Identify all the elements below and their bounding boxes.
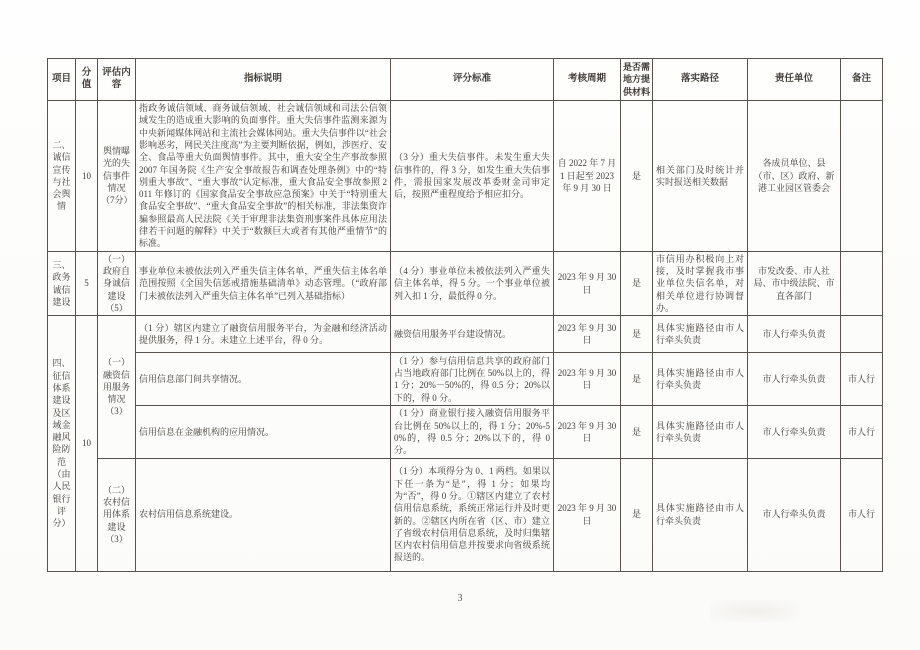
cell-indicator: 信用信息部门间共享情况。 <box>136 353 391 406</box>
cell-materials: 是 <box>621 316 653 353</box>
cell-indicator: 信用信息在金融机构的应用情况。 <box>136 406 391 458</box>
cell-indicator: 指政务诚信领域、商务诚信领域、社会诚信领域和司法公信领域发生的造成重大影响的负面事件。重大失信事件监测来源为中央新闻媒体网站和主流社会媒体网站。重大失信事件以“社会影响恶劣，网民关注度高”为主要判断依据，例如，涉医疗、安全、食品等重大负面舆情事件。其中，重大安全生产事故参照 2007 年国务院《生产安全事故报告和调查处理条例》中的“特别重大事故”、“重大事故”认定标准，重大食品安全事故参照 2011 年修订的《国家食品安全事故应急预案》中关于“特别重大食品安全事故”、“重大食品安全事故”的相关标准，非法集资诈骗参照最高人民法院《关于审理非法集资刑事案件具体应用法律若干问题的解释》中关于“数额巨大或者有其他严重情节”的标准。 <box>136 100 391 251</box>
header-unit: 责任单位 <box>748 59 841 101</box>
table-row <box>48 251 883 315</box>
table-row <box>48 458 883 571</box>
cell-score: 10 <box>76 316 98 571</box>
page-number: 3 <box>457 593 463 604</box>
table-header-row <box>48 59 883 101</box>
cell-note <box>841 251 883 315</box>
cell-content: （一）政府自身诚信建设（5） <box>98 251 136 315</box>
cell-period: 2023 年 9 月 30 日 <box>554 251 621 315</box>
cell-unit: 市人行牵头负责 <box>748 458 841 571</box>
scan-smudge <box>710 600 800 622</box>
cell-criteria: （3 分）重大失信事件。未发生重大失信事件的，得 3 分，如发生重大失信事件，需报国家发展改革委财金司审定后，按照严重程度给予相应扣分。 <box>391 100 554 251</box>
cell-unit: 各成员单位、县（市、区）政府、新港工业园区管委会 <box>748 100 841 251</box>
cell-note <box>841 316 883 353</box>
header-path: 落实路径 <box>653 59 748 101</box>
cell-period: 2023 年 9 月 30 日 <box>554 458 621 571</box>
cell-period: 自 2022 年 7 月 1 日起至 2023 年 9 月 30 日 <box>554 100 621 251</box>
cell-path: 具体实施路径由市人行牵头负责 <box>653 406 748 458</box>
cell-path: 具体实施路径由市人行牵头负责 <box>653 316 748 353</box>
cell-unit: 市发改委、市人社局、市中级法院、市直各部门 <box>748 251 841 315</box>
cell-project: 四、征信体系建设及区域金融风险防范（由人民银行评分） <box>48 316 76 571</box>
header-content: 评估内容 <box>98 59 136 101</box>
cell-materials: 是 <box>621 251 653 315</box>
cell-path: 相关部门及时统计并实时报送相关数据 <box>653 100 748 251</box>
cell-unit: 市人行牵头负责 <box>748 353 841 406</box>
cell-note: 市人行 <box>841 406 883 458</box>
cell-score: 5 <box>76 251 98 315</box>
cell-criteria: （4 分）事业单位未被依法列入严重失信主体名单，得 5 分。一个事业单位被列入扣 1 分，最低得 0 分。 <box>391 251 554 315</box>
cell-materials: 是 <box>621 406 653 458</box>
table-row <box>48 100 883 251</box>
cell-indicator: 事业单位未被依法列入严重失信主体名单，严重失信主体名单范围按照《全国失信惩戒措施基础清单》动态管理。（“政府部门未被依法列入严重失信主体名单”已列入基础指标） <box>136 251 391 315</box>
cell-materials: 是 <box>621 353 653 406</box>
cell-materials: 是 <box>621 458 653 571</box>
table-row <box>48 316 883 353</box>
table-row <box>48 406 883 458</box>
cell-content: （二）农村信用体系建设（3） <box>98 458 136 571</box>
header-score: 分值 <box>76 59 98 101</box>
cell-path: 具体实施路径由市人行牵头负责 <box>653 458 748 571</box>
header-note: 备注 <box>841 59 883 101</box>
cell-materials: 是 <box>621 100 653 251</box>
cell-period: 2023 年 9 月 30 日 <box>554 316 621 353</box>
cell-note: 市人行 <box>841 458 883 571</box>
cell-criteria: （1 分）本项得分为 0、1 两档。如果以下任一条为“是”，得 1 分；如果均为“否”，得 0 分。①辖区内建立了农村信用信息系统，系统正常运行并及时更新的。②辖区内所在省（区、市）建立了省级农村信用信息系统，及时归集辖区内农村信用信息并按要求向省级系统报送的。 <box>391 458 554 571</box>
cell-unit: 市人行牵头负责 <box>748 406 841 458</box>
cell-criteria: 融资信用服务平台建设情况。 <box>391 316 554 353</box>
cell-project: 二、诚信宣传与社会舆情 <box>48 100 76 251</box>
cell-criteria: （1 分）参与信用信息共享的政府部门占当地政府部门比例在 50%以上的，得 1 分；20%－50%的，得 0.5 分；20%以下的，得 0 分。 <box>391 353 554 406</box>
cell-note <box>841 100 883 251</box>
cell-path: 具体实施路径由市人行牵头负责 <box>653 353 748 406</box>
cell-indicator: 农村信用信息系统建设。 <box>136 458 391 571</box>
header-project: 项目 <box>48 59 76 101</box>
cell-period: 2023 年 9 月 30 日 <box>554 353 621 406</box>
header-period: 考核周期 <box>554 59 621 101</box>
header-materials: 是否需地方提供材料 <box>621 59 653 101</box>
header-indicator: 指标说明 <box>136 59 391 101</box>
cell-criteria: （1 分）商业银行接入融资信用服务平台比例在 50%以上的，得 1 分；20%-50%的，得 0.5 分；20%以下的，得 0 分。 <box>391 406 554 458</box>
cell-indicator: （1 分）辖区内建立了融资信用服务平台，为金融和经济活动提供服务，得 1 分。未建立上述平台，得 0 分。 <box>136 316 391 353</box>
cell-content: 舆情曝光的失信事件情况（7分） <box>98 100 136 251</box>
cell-period: 2023 年 9 月 30 日 <box>554 406 621 458</box>
cell-unit: 市人行牵头负责 <box>748 316 841 353</box>
cell-path: 市信用办积极向上对接，及时掌握我市事业单位失信名单，对相关单位进行协调督办。 <box>653 251 748 315</box>
cell-note: 市人行 <box>841 353 883 406</box>
table-row <box>48 353 883 406</box>
cell-project: 三、政务诚信建设 <box>48 251 76 315</box>
header-criteria: 评分标准 <box>391 59 554 101</box>
cell-score: 10 <box>76 100 98 251</box>
evaluation-table <box>47 58 883 572</box>
cell-content: （一）融资信用服务情况（3） <box>98 316 136 458</box>
